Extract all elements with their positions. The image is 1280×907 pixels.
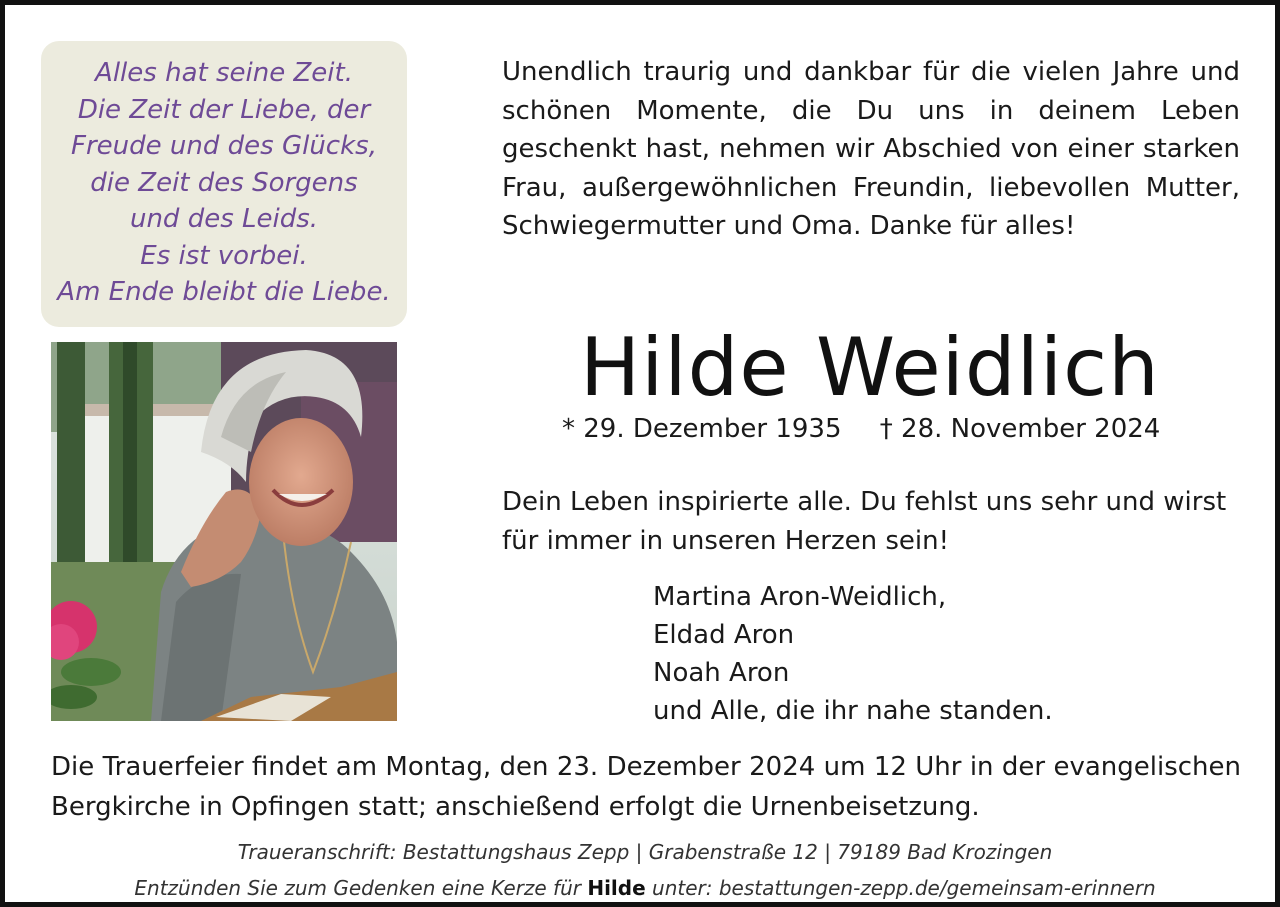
birth-date: * 29. Dezember 1935 bbox=[562, 414, 842, 444]
mourner-name: Eldad Aron bbox=[653, 620, 795, 650]
quote-line: Am Ende bleibt die Liebe. bbox=[57, 277, 391, 307]
candle-name: Hilde bbox=[587, 876, 646, 900]
mourner-name: und Alle, die ihr nahe standen. bbox=[653, 696, 1053, 726]
mourning-address: Traueranschrift: Bestattungshaus Zepp | Grabenstraße 12 | 79189 Bad Krozingen bbox=[237, 840, 1053, 864]
tribute-text: Dein Leben inspirierte alle. Du fehlst uns sehr und wirst für immer in unseren Herzen sein! bbox=[502, 487, 1227, 556]
quote-line: Alles hat seine Zeit. bbox=[95, 58, 353, 88]
mourners-list bbox=[653, 578, 1053, 730]
candle-notice bbox=[5, 874, 1280, 902]
mourner-name: Martina Aron-Weidlich, bbox=[653, 582, 947, 612]
death-date: † 28. November 2024 bbox=[879, 414, 1161, 444]
candle-prefix: Entzünden Sie zum Gedenken eine Kerze für bbox=[134, 876, 581, 900]
portrait-photo bbox=[51, 342, 397, 721]
deceased-name: Hilde Weidlich bbox=[580, 321, 1160, 414]
quote-line: Es ist vorbei. bbox=[140, 240, 308, 271]
quote-box bbox=[41, 41, 407, 327]
quote-line: und des Leids. bbox=[129, 204, 319, 234]
quote-line: die Zeit des Sorgens bbox=[90, 167, 358, 198]
quote-line: Freude und des Glücks, bbox=[71, 131, 377, 161]
mourner-name: Noah Aron bbox=[653, 658, 790, 688]
candle-link[interactable]: unter: bestattungen-zepp.de/gemeinsam-erinnern bbox=[652, 876, 1156, 900]
intro-text: Unendlich traurig und dankbar für die vielen Jahre und schönen Momente, die Du uns in deinem Leben geschenkt hast, nehmen wir Abschied von einer starken Frau, außergewöhnlichen Freundin, liebevollen Mutter, Schwiegermutter und Oma. Danke für alles! bbox=[502, 57, 1240, 241]
quote-line: Die Zeit der Liebe, der bbox=[77, 94, 371, 125]
life-dates bbox=[562, 409, 1160, 449]
funeral-service-text: Die Trauerfeier findet am Montag, den 23. Dezember 2024 um 12 Uhr in der evangelischen Bergkirche in Opfingen statt; anschießend erfolgt die Urnenbeisetzung. bbox=[51, 752, 1241, 822]
